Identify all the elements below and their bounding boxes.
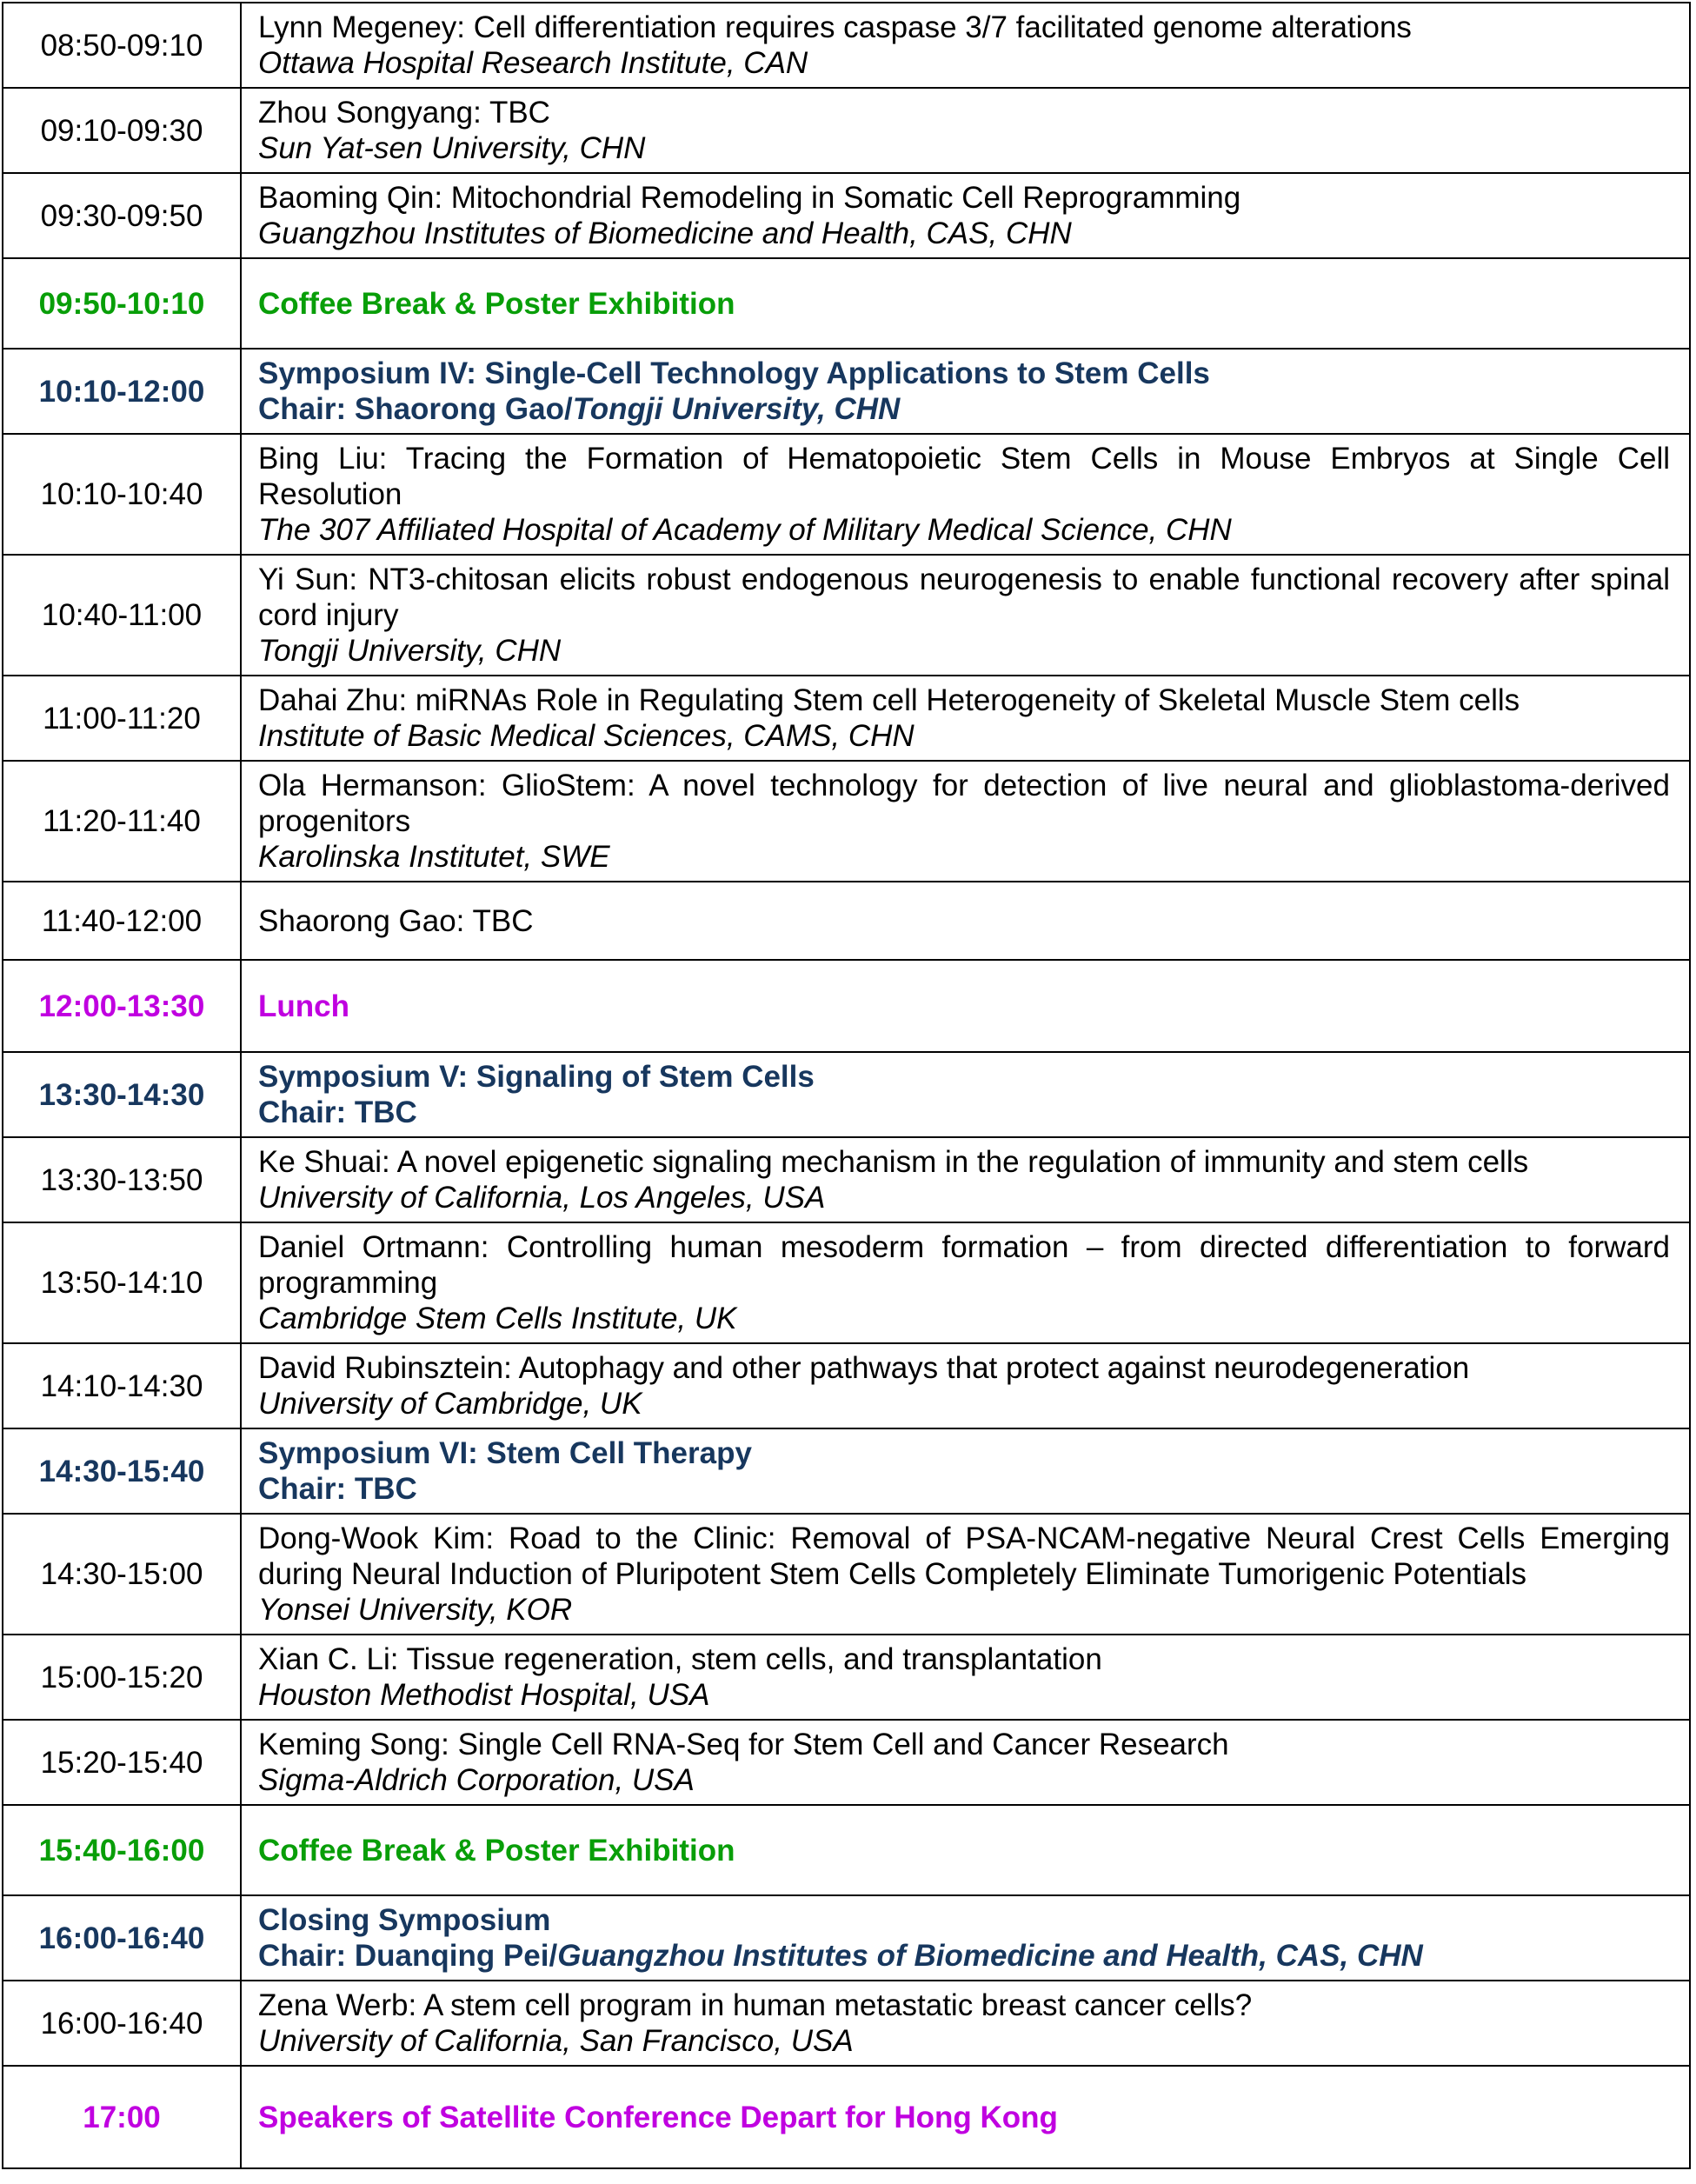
- schedule-row: [3, 349, 1690, 434]
- schedule-row: [3, 88, 1690, 173]
- affiliation-text: Sigma-Aldrich Corporation, USA: [258, 1763, 695, 1797]
- time-cell: 12:00-13:30: [3, 960, 241, 1052]
- session-paragraph: [258, 1301, 1670, 1336]
- session-paragraph: [258, 2023, 1670, 2059]
- schedule-row: [3, 1981, 1690, 2066]
- session-paragraph: [258, 130, 1670, 166]
- time-cell: 08:50-09:10: [3, 3, 241, 88]
- affiliation-text: The 307 Affiliated Hospital of Academy of Military Medical Science, CHN: [258, 513, 1232, 547]
- affiliation-text: Institute of Basic Medical Sciences, CAMS, CHN: [258, 719, 915, 753]
- session-text: Symposium V: Signaling of Stem Cells: [258, 1060, 815, 1094]
- session-text: Chair: Shaorong Gao/: [258, 392, 573, 426]
- session-cell: [241, 1428, 1690, 1514]
- session-text: Baoming Qin: Mitochondrial Remodeling in Somatic Cell Reprogramming: [258, 181, 1241, 215]
- affiliation-text: Houston Methodist Hospital, USA: [258, 1678, 710, 1712]
- time-cell: 17:00: [3, 2066, 241, 2168]
- session-cell: [241, 1981, 1690, 2066]
- session-paragraph: [258, 1902, 1670, 1938]
- time-cell: 11:00-11:20: [3, 676, 241, 761]
- session-paragraph: [258, 1435, 1670, 1471]
- session-cell: [241, 1514, 1690, 1635]
- session-paragraph: [258, 682, 1670, 718]
- session-paragraph: [258, 989, 1670, 1024]
- time-cell: 09:30-09:50: [3, 173, 241, 258]
- affiliation-text: Sun Yat-sen University, CHN: [258, 131, 646, 165]
- session-text: Ola Hermanson: GlioStem: A novel technology for detection of live neural and glioblastoma-derived progenitors: [258, 769, 1670, 838]
- affiliation-text: Cambridge Stem Cells Institute, UK: [258, 1302, 737, 1335]
- session-text: Speakers of Satellite Conference Depart for Hong Kong: [258, 2100, 1058, 2134]
- schedule-row: [3, 2066, 1690, 2168]
- session-paragraph: [258, 633, 1670, 669]
- session-cell: [241, 2066, 1690, 2168]
- time-cell: 10:10-12:00: [3, 349, 241, 434]
- session-paragraph: [258, 1144, 1670, 1180]
- session-paragraph: [258, 441, 1670, 512]
- session-cell: [241, 1137, 1690, 1222]
- session-text: Lynn Megeney: Cell differentiation requires caspase 3/7 facilitated genome alterations: [258, 10, 1412, 44]
- schedule-row: [3, 434, 1690, 555]
- time-cell: 10:10-10:40: [3, 434, 241, 555]
- session-paragraph: [258, 216, 1670, 251]
- time-cell: 16:00-16:40: [3, 1895, 241, 1981]
- session-text: Ke Shuai: A novel epigenetic signaling mechanism in the regulation of immunity and stem cells: [258, 1145, 1529, 1179]
- time-cell: 09:50-10:10: [3, 258, 241, 349]
- session-paragraph: [258, 562, 1670, 633]
- session-paragraph: [258, 718, 1670, 754]
- session-text: Daniel Ortmann: Controlling human mesoderm formation – from directed differentiation to forward programming: [258, 1230, 1670, 1300]
- schedule-row: [3, 1052, 1690, 1137]
- session-text: Bing Liu: Tracing the Formation of Hematopoietic Stem Cells in Mouse Embryos at Single Cell Resolution: [258, 442, 1670, 511]
- session-paragraph: [258, 1521, 1670, 1592]
- schedule-body: [3, 3, 1690, 2168]
- time-cell: 09:10-09:30: [3, 88, 241, 173]
- time-cell: 10:40-11:00: [3, 555, 241, 676]
- session-cell: [241, 1895, 1690, 1981]
- schedule-row: [3, 960, 1690, 1052]
- time-cell: 15:20-15:40: [3, 1720, 241, 1805]
- session-text: Symposium IV: Single-Cell Technology Applications to Stem Cells: [258, 356, 1210, 390]
- session-paragraph: [258, 95, 1670, 130]
- time-cell: 15:00-15:20: [3, 1635, 241, 1720]
- affiliation-text: Yonsei University, KOR: [258, 1593, 573, 1627]
- schedule-row: [3, 1635, 1690, 1720]
- session-paragraph: [258, 1833, 1670, 1868]
- affiliation-text: University of Cambridge, UK: [258, 1387, 642, 1421]
- session-cell: [241, 1805, 1690, 1895]
- schedule-row: [3, 555, 1690, 676]
- time-cell: 16:00-16:40: [3, 1981, 241, 2066]
- session-cell: [241, 1635, 1690, 1720]
- session-cell: [241, 676, 1690, 761]
- session-paragraph: [258, 512, 1670, 548]
- time-cell: 14:10-14:30: [3, 1343, 241, 1428]
- time-cell: 11:40-12:00: [3, 882, 241, 960]
- schedule-row: [3, 3, 1690, 88]
- schedule-row: [3, 1222, 1690, 1343]
- affiliation-text: Karolinska Institutet, SWE: [258, 840, 610, 874]
- affiliation-text: University of California, Los Angeles, USA: [258, 1181, 826, 1215]
- affiliation-text: Guangzhou Institutes of Biomedicine and Health, CAS, CHN: [557, 1939, 1423, 1973]
- session-text: Chair: TBC: [258, 1095, 417, 1129]
- session-paragraph: [258, 1386, 1670, 1422]
- session-text: David Rubinsztein: Autophagy and other pathways that protect against neurodegeneration: [258, 1351, 1470, 1385]
- schedule-row: [3, 1514, 1690, 1635]
- time-cell: 14:30-15:40: [3, 1428, 241, 1514]
- session-cell: [241, 88, 1690, 173]
- session-text: Xian C. Li: Tissue regeneration, stem cells, and transplantation: [258, 1642, 1102, 1676]
- session-paragraph: [258, 1762, 1670, 1798]
- session-cell: [241, 882, 1690, 960]
- session-text: Chair: Duanqing Pei/: [258, 1939, 558, 1973]
- schedule-row: [3, 173, 1690, 258]
- session-text: Closing Symposium: [258, 1903, 551, 1937]
- affiliation-text: Ottawa Hospital Research Institute, CAN: [258, 46, 808, 80]
- session-paragraph: [258, 768, 1670, 839]
- session-paragraph: [258, 1471, 1670, 1507]
- affiliation-text: Tongji University, CHN: [572, 392, 901, 426]
- schedule-row: [3, 1343, 1690, 1428]
- schedule-row: [3, 1805, 1690, 1895]
- affiliation-text: University of California, San Francisco, USA: [258, 2024, 854, 2058]
- session-paragraph: [258, 1095, 1670, 1130]
- session-text: Coffee Break & Poster Exhibition: [258, 1833, 735, 1868]
- time-cell: 13:30-13:50: [3, 1137, 241, 1222]
- session-text: Dahai Zhu: miRNAs Role in Regulating Stem cell Heterogeneity of Skeletal Muscle Stem cells: [258, 683, 1520, 717]
- schedule-row: [3, 761, 1690, 882]
- session-paragraph: [258, 356, 1670, 391]
- session-text: Lunch: [258, 989, 349, 1023]
- session-paragraph: [258, 1180, 1670, 1215]
- session-cell: [241, 1222, 1690, 1343]
- session-paragraph: [258, 1641, 1670, 1677]
- time-cell: 15:40-16:00: [3, 1805, 241, 1895]
- session-paragraph: [258, 1229, 1670, 1301]
- session-text: Zena Werb: A stem cell program in human metastatic breast cancer cells?: [258, 1988, 1253, 2022]
- session-cell: [241, 960, 1690, 1052]
- session-paragraph: [258, 839, 1670, 875]
- session-cell: [241, 434, 1690, 555]
- session-paragraph: [258, 2100, 1670, 2135]
- session-text: Symposium VI: Stem Cell Therapy: [258, 1436, 752, 1470]
- session-cell: [241, 761, 1690, 882]
- session-cell: [241, 3, 1690, 88]
- schedule-row: [3, 676, 1690, 761]
- session-paragraph: [258, 10, 1670, 45]
- schedule-row: [3, 1895, 1690, 1981]
- schedule-row: [3, 1720, 1690, 1805]
- session-cell: [241, 1720, 1690, 1805]
- time-cell: 13:50-14:10: [3, 1222, 241, 1343]
- schedule-row: [3, 1137, 1690, 1222]
- session-paragraph: [258, 1988, 1670, 2023]
- session-cell: [241, 258, 1690, 349]
- time-cell: 14:30-15:00: [3, 1514, 241, 1635]
- schedule-row: [3, 258, 1690, 349]
- session-cell: [241, 555, 1690, 676]
- schedule-table: [2, 2, 1691, 2169]
- session-text: Yi Sun: NT3-chitosan elicits robust endogenous neurogenesis to enable functional recovery after spinal cord injury: [258, 563, 1670, 632]
- session-text: Dong-Wook Kim: Road to the Clinic: Removal of PSA-NCAM-negative Neural Crest Cells Emerging during Neural Induction of Pluripotent Stem Cells Completely Eliminate Tumorigenic Potentials: [258, 1521, 1670, 1591]
- session-paragraph: [258, 903, 1670, 939]
- schedule-row: [3, 882, 1690, 960]
- session-cell: [241, 173, 1690, 258]
- session-paragraph: [258, 1677, 1670, 1713]
- session-cell: [241, 1343, 1690, 1428]
- session-paragraph: [258, 1059, 1670, 1095]
- session-cell: [241, 349, 1690, 434]
- session-paragraph: [258, 180, 1670, 216]
- session-text: Keming Song: Single Cell RNA-Seq for Stem Cell and Cancer Research: [258, 1728, 1229, 1761]
- session-paragraph: [258, 286, 1670, 322]
- session-text: Zhou Songyang: TBC: [258, 96, 550, 130]
- session-text: Shaorong Gao: TBC: [258, 903, 534, 938]
- schedule-row: [3, 1428, 1690, 1514]
- session-paragraph: [258, 1350, 1670, 1386]
- session-paragraph: [258, 1727, 1670, 1762]
- affiliation-text: Guangzhou Institutes of Biomedicine and Health, CAS, CHN: [258, 216, 1072, 250]
- time-cell: 11:20-11:40: [3, 761, 241, 882]
- session-text: Chair: TBC: [258, 1472, 417, 1506]
- session-paragraph: [258, 1938, 1670, 1974]
- session-text: Coffee Break & Poster Exhibition: [258, 286, 735, 321]
- time-cell: 13:30-14:30: [3, 1052, 241, 1137]
- affiliation-text: Tongji University, CHN: [258, 634, 562, 668]
- session-cell: [241, 1052, 1690, 1137]
- session-paragraph: [258, 1592, 1670, 1628]
- session-paragraph: [258, 45, 1670, 81]
- session-paragraph: [258, 391, 1670, 427]
